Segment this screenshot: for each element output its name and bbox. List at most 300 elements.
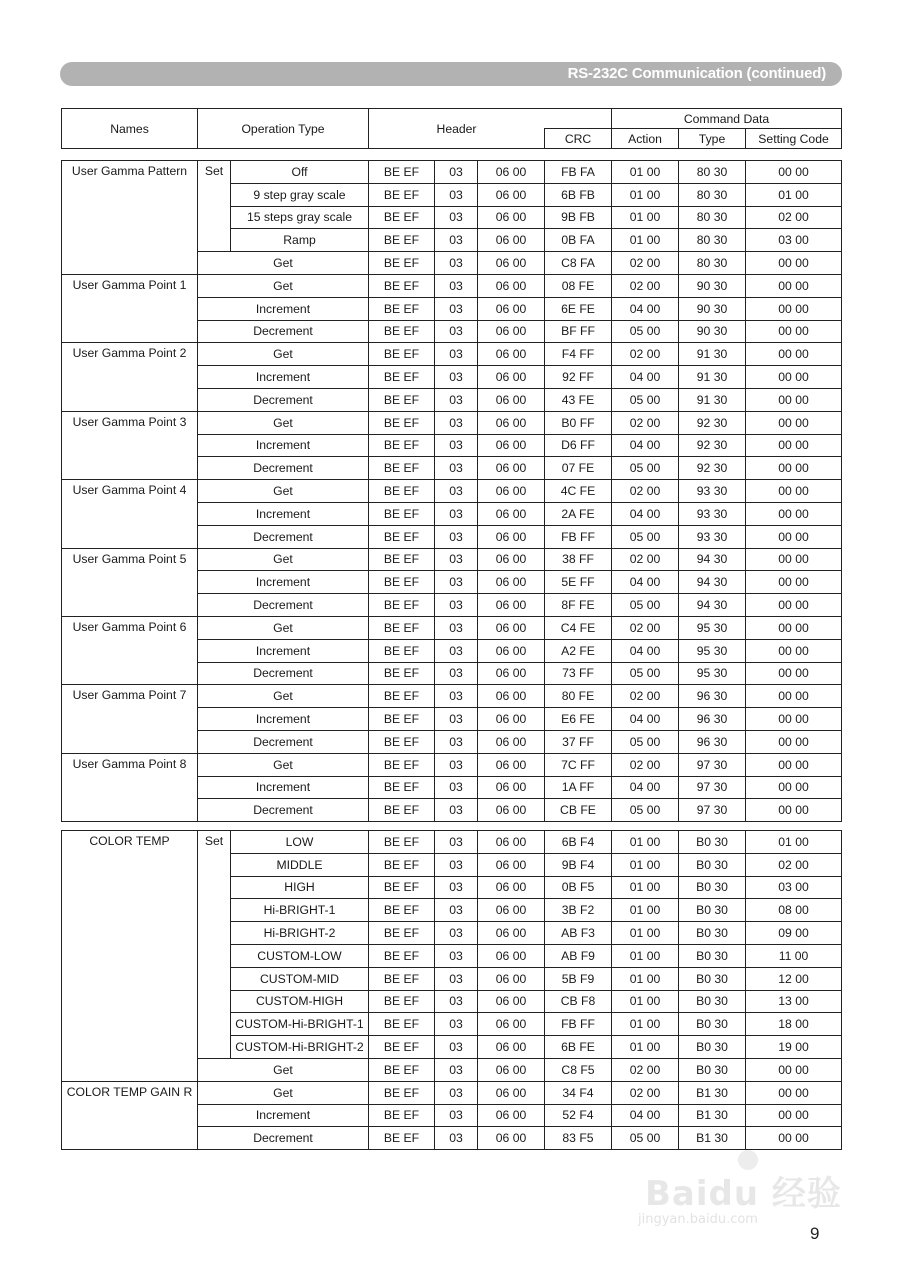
operation-cell: MIDDLE (231, 853, 369, 876)
operation-cell: Get (198, 274, 369, 297)
setting-code-cell: 00 00 (746, 799, 842, 822)
header-byte-cell: BE EF (369, 990, 435, 1013)
type-cell: 95 30 (679, 662, 746, 685)
header-byte-cell: BE EF (369, 161, 435, 184)
action-cell: 02 00 (612, 685, 679, 708)
table-row (62, 685, 842, 708)
operation-cell: Decrement (198, 730, 369, 753)
header-id-cell: 06 00 (478, 922, 545, 945)
header-byte-cell: BE EF (369, 480, 435, 503)
type-cell: 93 30 (679, 480, 746, 503)
crc-cell: 9B FB (545, 206, 612, 229)
header-length-cell: 03 (435, 876, 478, 899)
header-length-cell: 03 (435, 434, 478, 457)
type-cell: B0 30 (679, 831, 746, 854)
header-byte-cell: BE EF (369, 548, 435, 571)
header-byte-cell: BE EF (369, 594, 435, 617)
crc-cell: 83 F5 (545, 1127, 612, 1150)
header-id-cell: 06 00 (478, 990, 545, 1013)
crc-cell: 0B FA (545, 229, 612, 252)
header-byte-cell: BE EF (369, 229, 435, 252)
setting-code-cell: 00 00 (746, 274, 842, 297)
type-cell: 95 30 (679, 616, 746, 639)
setting-code-cell: 08 00 (746, 899, 842, 922)
header-id-cell: 06 00 (478, 967, 545, 990)
setting-code-cell: 02 00 (746, 206, 842, 229)
color-temp-command-table (61, 830, 842, 1150)
header-length-cell: 03 (435, 206, 478, 229)
crc-cell: 2A FE (545, 502, 612, 525)
header-id-cell: 06 00 (478, 548, 545, 571)
action-cell: 01 00 (612, 183, 679, 206)
header-length-cell: 03 (435, 480, 478, 503)
crc-cell: C4 FE (545, 616, 612, 639)
type-cell: 92 30 (679, 434, 746, 457)
action-cell: 05 00 (612, 457, 679, 480)
header-id-cell: 06 00 (478, 411, 545, 434)
header-byte-cell: BE EF (369, 1104, 435, 1127)
header-byte-cell: BE EF (369, 831, 435, 854)
operation-cell: Get (198, 411, 369, 434)
action-cell: 05 00 (612, 662, 679, 685)
table-row (62, 480, 842, 503)
type-cell: 80 30 (679, 229, 746, 252)
header-id-cell: 06 00 (478, 753, 545, 776)
header-id-cell: 06 00 (478, 388, 545, 411)
operation-cell: Decrement (198, 1127, 369, 1150)
header-byte-cell: BE EF (369, 206, 435, 229)
setting-code-cell: 12 00 (746, 967, 842, 990)
header-length-cell: 03 (435, 411, 478, 434)
header-byte-cell: BE EF (369, 776, 435, 799)
header-byte-cell: BE EF (369, 366, 435, 389)
setting-code-cell: 01 00 (746, 183, 842, 206)
action-cell: 05 00 (612, 525, 679, 548)
type-cell: 90 30 (679, 320, 746, 343)
action-cell: 02 00 (612, 343, 679, 366)
header-id-cell: 06 00 (478, 899, 545, 922)
header-length-cell: 03 (435, 922, 478, 945)
setting-code-cell: 00 00 (746, 1058, 842, 1081)
header-id-cell: 06 00 (478, 320, 545, 343)
type-cell: 80 30 (679, 161, 746, 184)
crc-cell: 4C FE (545, 480, 612, 503)
operation-cell: Increment (198, 1104, 369, 1127)
crc-cell: 7C FF (545, 753, 612, 776)
header-length-cell: 03 (435, 388, 478, 411)
operation-cell: Get (198, 753, 369, 776)
crc-cell: E6 FE (545, 708, 612, 731)
setting-code-cell: 00 00 (746, 525, 842, 548)
setting-code-cell: 00 00 (746, 594, 842, 617)
type-cell: 91 30 (679, 388, 746, 411)
header-id-cell: 06 00 (478, 831, 545, 854)
header-id-cell: 06 00 (478, 730, 545, 753)
header-byte-cell: BE EF (369, 639, 435, 662)
header-byte-cell: BE EF (369, 899, 435, 922)
gamma-point-name: User Gamma Point 7 (62, 685, 198, 753)
header-byte-cell: BE EF (369, 1013, 435, 1036)
gamma-point-name: User Gamma Point 3 (62, 411, 198, 479)
crc-cell: AB F3 (545, 922, 612, 945)
operation-cell: Get (198, 480, 369, 503)
header-length-cell: 03 (435, 1058, 478, 1081)
operation-cell: Get (198, 685, 369, 708)
action-cell: 01 00 (612, 1036, 679, 1059)
header-byte-cell: BE EF (369, 662, 435, 685)
header-id-cell: 06 00 (478, 853, 545, 876)
header-byte-cell: BE EF (369, 685, 435, 708)
header-length-cell: 03 (435, 639, 478, 662)
header-length-cell: 03 (435, 161, 478, 184)
header-length-cell: 03 (435, 1104, 478, 1127)
setting-code-cell: 00 00 (746, 616, 842, 639)
operation-cell: Increment (198, 571, 369, 594)
action-cell: 04 00 (612, 502, 679, 525)
header-id-cell: 06 00 (478, 1081, 545, 1104)
header-id-cell: 06 00 (478, 480, 545, 503)
header-id-cell: 06 00 (478, 274, 545, 297)
type-cell: B0 30 (679, 1058, 746, 1081)
operation-cell: CUSTOM-Hi-BRIGHT-1 (231, 1013, 369, 1036)
header-id-cell: 06 00 (478, 183, 545, 206)
type-cell: B0 30 (679, 922, 746, 945)
header-command-data: Command Data (612, 109, 842, 129)
header-id-cell: 06 00 (478, 662, 545, 685)
operation-cell: Get (198, 343, 369, 366)
header-id-cell: 06 00 (478, 571, 545, 594)
header-id-cell: 06 00 (478, 161, 545, 184)
operation-cell: Decrement (198, 662, 369, 685)
table-row (62, 548, 842, 571)
header-length-cell: 03 (435, 366, 478, 389)
header-length-cell: 03 (435, 776, 478, 799)
header-byte-cell: BE EF (369, 616, 435, 639)
header-id-cell: 06 00 (478, 776, 545, 799)
setting-code-cell: 00 00 (746, 708, 842, 731)
setting-code-cell: 00 00 (746, 411, 842, 434)
setting-code-cell: 13 00 (746, 990, 842, 1013)
operation-cell: Increment (198, 434, 369, 457)
header-id-cell: 06 00 (478, 1036, 545, 1059)
header-byte-cell: BE EF (369, 434, 435, 457)
setting-code-cell: 00 00 (746, 571, 842, 594)
header-byte-cell: BE EF (369, 183, 435, 206)
action-cell: 02 00 (612, 1081, 679, 1104)
header-length-cell: 03 (435, 457, 478, 480)
action-cell: 04 00 (612, 708, 679, 731)
header-byte-cell: BE EF (369, 1081, 435, 1104)
header-byte-cell: BE EF (369, 388, 435, 411)
type-cell: 80 30 (679, 252, 746, 275)
action-cell: 02 00 (612, 548, 679, 571)
crc-cell: 92 FF (545, 366, 612, 389)
color-temp-gain-r-name: COLOR TEMP GAIN R (62, 1081, 198, 1149)
setting-code-cell: 00 00 (746, 366, 842, 389)
action-cell: 04 00 (612, 571, 679, 594)
gamma-pattern-name: User Gamma Pattern (62, 161, 198, 275)
header-byte-cell: BE EF (369, 853, 435, 876)
header-id-cell: 06 00 (478, 434, 545, 457)
header-id-cell: 06 00 (478, 708, 545, 731)
action-cell: 01 00 (612, 229, 679, 252)
operation-cell: CUSTOM-LOW (231, 944, 369, 967)
crc-cell: FB FF (545, 525, 612, 548)
header-byte-cell: BE EF (369, 571, 435, 594)
table-row (62, 831, 842, 854)
header-length-cell: 03 (435, 799, 478, 822)
type-cell: 94 30 (679, 548, 746, 571)
header-byte-cell: BE EF (369, 411, 435, 434)
header-id-cell: 06 00 (478, 1104, 545, 1127)
gamma-point-name: User Gamma Point 4 (62, 480, 198, 548)
header-id-cell: 06 00 (478, 1127, 545, 1150)
setting-code-cell: 00 00 (746, 161, 842, 184)
header-action: Action (612, 129, 679, 149)
crc-cell: CB FE (545, 799, 612, 822)
color-temp-name: COLOR TEMP (62, 831, 198, 1082)
header-byte-cell: BE EF (369, 708, 435, 731)
setting-code-cell: 00 00 (746, 343, 842, 366)
setting-code-cell: 00 00 (746, 753, 842, 776)
crc-cell: CB F8 (545, 990, 612, 1013)
operation-cell: Get (198, 616, 369, 639)
action-cell: 04 00 (612, 639, 679, 662)
watermark-logo: Baidu 经验 (645, 1174, 842, 1214)
header-length-cell: 03 (435, 685, 478, 708)
action-cell: 01 00 (612, 206, 679, 229)
table-row (62, 1081, 842, 1104)
gamma-point-name: User Gamma Point 8 (62, 753, 198, 821)
header-length-cell: 03 (435, 990, 478, 1013)
header-length-cell: 03 (435, 502, 478, 525)
header-byte-cell: BE EF (369, 525, 435, 548)
action-cell: 02 00 (612, 411, 679, 434)
crc-cell: 6B F4 (545, 831, 612, 854)
action-cell: 04 00 (612, 776, 679, 799)
table-row (62, 161, 842, 184)
header-id-cell: 06 00 (478, 525, 545, 548)
header-length-cell: 03 (435, 708, 478, 731)
header-length-cell: 03 (435, 1127, 478, 1150)
action-cell: 01 00 (612, 1013, 679, 1036)
type-cell: 91 30 (679, 343, 746, 366)
header-id-cell: 06 00 (478, 229, 545, 252)
action-cell: 02 00 (612, 480, 679, 503)
header-crc: CRC (545, 129, 612, 149)
crc-cell: 1A FF (545, 776, 612, 799)
header-byte-cell: BE EF (369, 922, 435, 945)
crc-cell: 73 FF (545, 662, 612, 685)
crc-cell: BF FF (545, 320, 612, 343)
header-byte-cell: BE EF (369, 944, 435, 967)
header-length-cell: 03 (435, 571, 478, 594)
setting-code-cell: 00 00 (746, 480, 842, 503)
setting-code-cell: 00 00 (746, 457, 842, 480)
header-byte-cell: BE EF (369, 799, 435, 822)
operation-cell: HIGH (231, 876, 369, 899)
header-id-cell: 06 00 (478, 252, 545, 275)
setting-code-cell: 00 00 (746, 252, 842, 275)
type-cell: 93 30 (679, 525, 746, 548)
action-cell: 05 00 (612, 799, 679, 822)
crc-cell: 80 FE (545, 685, 612, 708)
table-row (62, 753, 842, 776)
header-length-cell: 03 (435, 229, 478, 252)
type-cell: 80 30 (679, 206, 746, 229)
operation-cell: CUSTOM-MID (231, 967, 369, 990)
header-id-cell: 06 00 (478, 876, 545, 899)
operation-cell: LOW (231, 831, 369, 854)
header-header: Header (369, 109, 545, 149)
header-byte-cell: BE EF (369, 967, 435, 990)
action-cell: 02 00 (612, 252, 679, 275)
crc-cell: FB FA (545, 161, 612, 184)
setting-code-cell: 03 00 (746, 229, 842, 252)
crc-cell: 6E FE (545, 297, 612, 320)
header-setting-code: Setting Code (746, 129, 842, 149)
type-cell: 94 30 (679, 594, 746, 617)
table-row (62, 616, 842, 639)
operation-cell: Decrement (198, 320, 369, 343)
setting-code-cell: 00 00 (746, 662, 842, 685)
header-id-cell: 06 00 (478, 639, 545, 662)
header-type: Type (679, 129, 746, 149)
crc-cell: F4 FF (545, 343, 612, 366)
header-byte-cell: BE EF (369, 753, 435, 776)
crc-cell: 38 FF (545, 548, 612, 571)
setting-code-cell: 00 00 (746, 776, 842, 799)
header-length-cell: 03 (435, 662, 478, 685)
header-length-cell: 03 (435, 616, 478, 639)
setting-code-cell: 01 00 (746, 831, 842, 854)
operation-cell: Decrement (198, 594, 369, 617)
action-cell: 02 00 (612, 616, 679, 639)
header-length-cell: 03 (435, 831, 478, 854)
operation-cell: Get (198, 252, 369, 275)
crc-cell: 0B F5 (545, 876, 612, 899)
action-cell: 04 00 (612, 297, 679, 320)
crc-cell: 37 FF (545, 730, 612, 753)
type-cell: 96 30 (679, 708, 746, 731)
type-cell: B1 30 (679, 1081, 746, 1104)
crc-cell: 8F FE (545, 594, 612, 617)
operation-cell: Increment (198, 366, 369, 389)
operation-cell: Increment (198, 776, 369, 799)
action-cell: 01 00 (612, 944, 679, 967)
type-cell: B1 30 (679, 1127, 746, 1150)
header-id-cell: 06 00 (478, 343, 545, 366)
header-byte-cell: BE EF (369, 1036, 435, 1059)
type-cell: 95 30 (679, 639, 746, 662)
operation-cell: Hi-BRIGHT-1 (231, 899, 369, 922)
header-length-cell: 03 (435, 753, 478, 776)
type-cell: 90 30 (679, 297, 746, 320)
watermark-url: jingyan.baidu.com (638, 1212, 758, 1227)
crc-cell: D6 FF (545, 434, 612, 457)
operation-cell: Increment (198, 708, 369, 731)
operation-cell: Decrement (198, 799, 369, 822)
header-length-cell: 03 (435, 899, 478, 922)
type-cell: 96 30 (679, 730, 746, 753)
action-cell: 04 00 (612, 366, 679, 389)
action-cell: 02 00 (612, 274, 679, 297)
action-cell: 01 00 (612, 161, 679, 184)
operation-cell: Get (198, 1081, 369, 1104)
header-byte-cell: BE EF (369, 320, 435, 343)
setting-code-cell: 18 00 (746, 1013, 842, 1036)
crc-cell: 9B F4 (545, 853, 612, 876)
operation-cell: Decrement (198, 457, 369, 480)
header-id-cell: 06 00 (478, 685, 545, 708)
action-cell: 02 00 (612, 1058, 679, 1081)
section-banner (60, 62, 842, 86)
header-id-cell: 06 00 (478, 457, 545, 480)
header-byte-cell: BE EF (369, 457, 435, 480)
header-byte-cell: BE EF (369, 252, 435, 275)
banner-title: RS-232C Communication (continued) (567, 65, 826, 82)
crc-cell: A2 FE (545, 639, 612, 662)
type-cell: 93 30 (679, 502, 746, 525)
header-names: Names (62, 109, 198, 149)
setting-code-cell: 02 00 (746, 853, 842, 876)
crc-cell: 5B F9 (545, 967, 612, 990)
header-byte-cell: BE EF (369, 502, 435, 525)
type-cell: 96 30 (679, 685, 746, 708)
operation-cell: Increment (198, 502, 369, 525)
header-length-cell: 03 (435, 320, 478, 343)
type-cell: B0 30 (679, 990, 746, 1013)
header-crc-spacer (545, 109, 612, 129)
crc-cell: 08 FE (545, 274, 612, 297)
header-length-cell: 03 (435, 594, 478, 617)
setting-code-cell: 00 00 (746, 320, 842, 343)
header-id-cell: 06 00 (478, 944, 545, 967)
crc-cell: C8 F5 (545, 1058, 612, 1081)
setting-code-cell: 00 00 (746, 297, 842, 320)
header-length-cell: 03 (435, 548, 478, 571)
gamma-command-table (61, 160, 842, 822)
action-cell: 01 00 (612, 899, 679, 922)
header-byte-cell: BE EF (369, 274, 435, 297)
header-length-cell: 03 (435, 967, 478, 990)
action-cell: 02 00 (612, 753, 679, 776)
type-cell: 97 30 (679, 753, 746, 776)
crc-cell: 07 FE (545, 457, 612, 480)
header-length-cell: 03 (435, 525, 478, 548)
type-cell: B0 30 (679, 1013, 746, 1036)
operation-cell: Decrement (198, 525, 369, 548)
action-cell: 05 00 (612, 320, 679, 343)
setting-code-cell: 00 00 (746, 502, 842, 525)
header-id-cell: 06 00 (478, 297, 545, 320)
action-cell: 01 00 (612, 967, 679, 990)
operation-cell: 9 step gray scale (231, 183, 369, 206)
operation-cell: Get (198, 548, 369, 571)
gamma-point-name: User Gamma Point 5 (62, 548, 198, 616)
action-cell: 01 00 (612, 831, 679, 854)
setting-code-cell: 00 00 (746, 434, 842, 457)
action-cell: 05 00 (612, 730, 679, 753)
action-cell: 01 00 (612, 922, 679, 945)
action-cell: 05 00 (612, 1127, 679, 1150)
header-id-cell: 06 00 (478, 594, 545, 617)
header-id-cell: 06 00 (478, 206, 545, 229)
type-cell: 91 30 (679, 366, 746, 389)
page-number: 9 (810, 1224, 820, 1243)
type-cell: B0 30 (679, 899, 746, 922)
crc-cell: 6B FB (545, 183, 612, 206)
